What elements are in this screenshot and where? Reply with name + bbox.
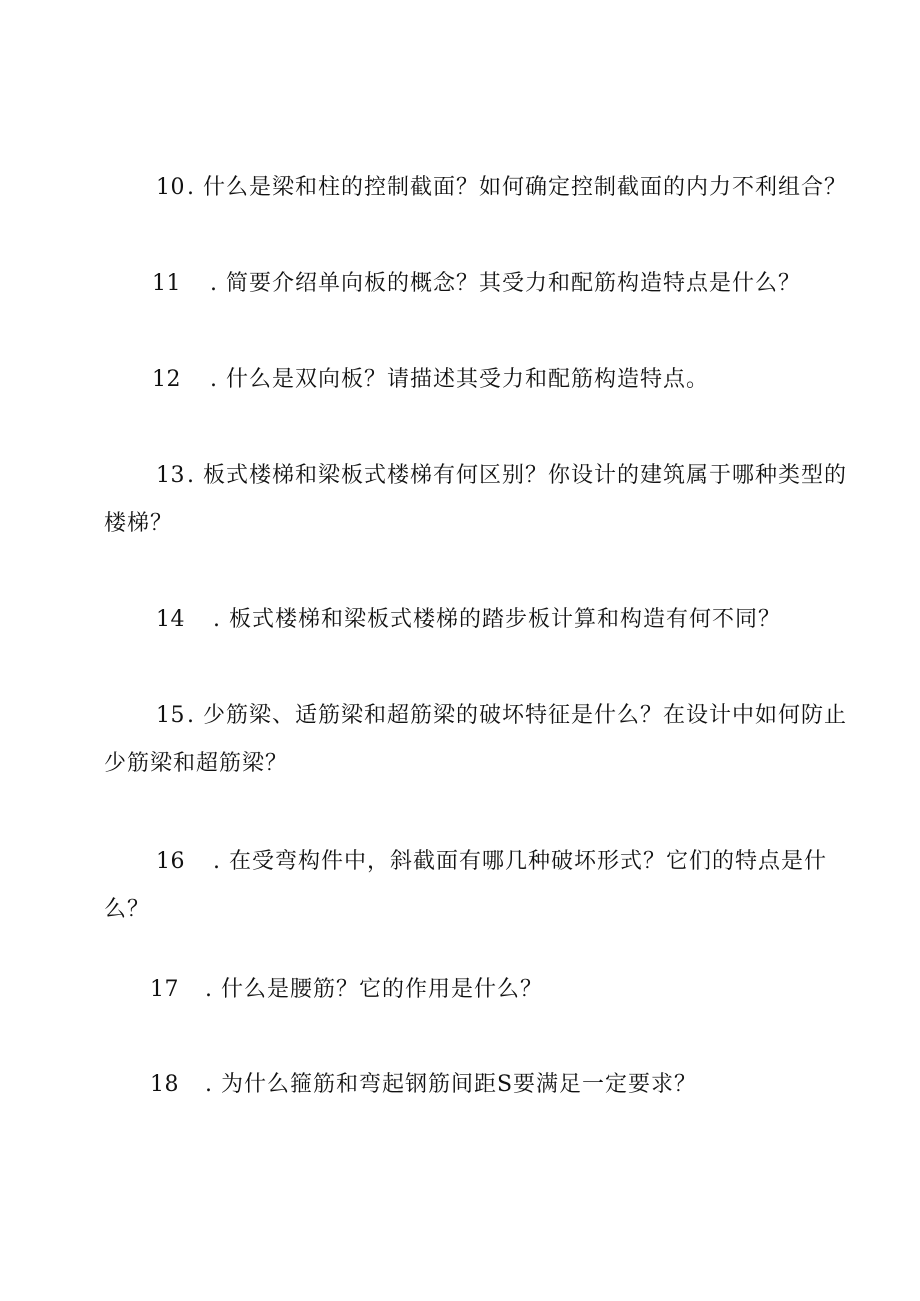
question-text: . 少筋梁、适筋梁和超筋梁的破坏特征是什么？在设计中如何防止 bbox=[187, 703, 847, 728]
question-number: 14 bbox=[156, 607, 185, 632]
question-text-continued: 楼梯？ bbox=[104, 511, 174, 536]
question-text: . 什么是双向板？请描述其受力和配筋构造特点。 bbox=[210, 367, 709, 392]
question-number: 17 bbox=[150, 977, 179, 1002]
question-number: 15 bbox=[156, 703, 185, 728]
question-text: . 什么是腰筋？它的作用是什么？ bbox=[205, 977, 543, 1002]
question-number: 12 bbox=[152, 367, 181, 392]
question-number: 18 bbox=[150, 1072, 179, 1097]
question-text: . 在受弯构件中，斜截面有哪几种破坏形式？它们的特点是什 bbox=[213, 849, 827, 874]
question-text-continued: 么？ bbox=[104, 897, 151, 922]
question-text-continued: 少筋梁和超筋梁？ bbox=[104, 751, 289, 776]
question-number: 10 bbox=[156, 175, 185, 200]
question-text: . 什么是梁和柱的控制截面？如何确定控制截面的内力不利组合？ bbox=[187, 175, 847, 200]
question-number: 16 bbox=[156, 849, 185, 874]
question-text: . 板式楼梯和梁板式楼梯的踏步板计算和构造有何不同？ bbox=[213, 607, 781, 632]
question-text: . 为什么箍筋和弯起钢筋间距S要满足一定要求？ bbox=[205, 1072, 698, 1097]
question-number: 13 bbox=[156, 463, 185, 488]
question-text: . 简要介绍单向板的概念？其受力和配筋构造特点是什么？ bbox=[210, 271, 801, 296]
question-text: . 板式楼梯和梁板式楼梯有何区别？你设计的建筑属于哪种类型的 bbox=[187, 463, 847, 488]
question-number: 11 bbox=[152, 271, 181, 296]
